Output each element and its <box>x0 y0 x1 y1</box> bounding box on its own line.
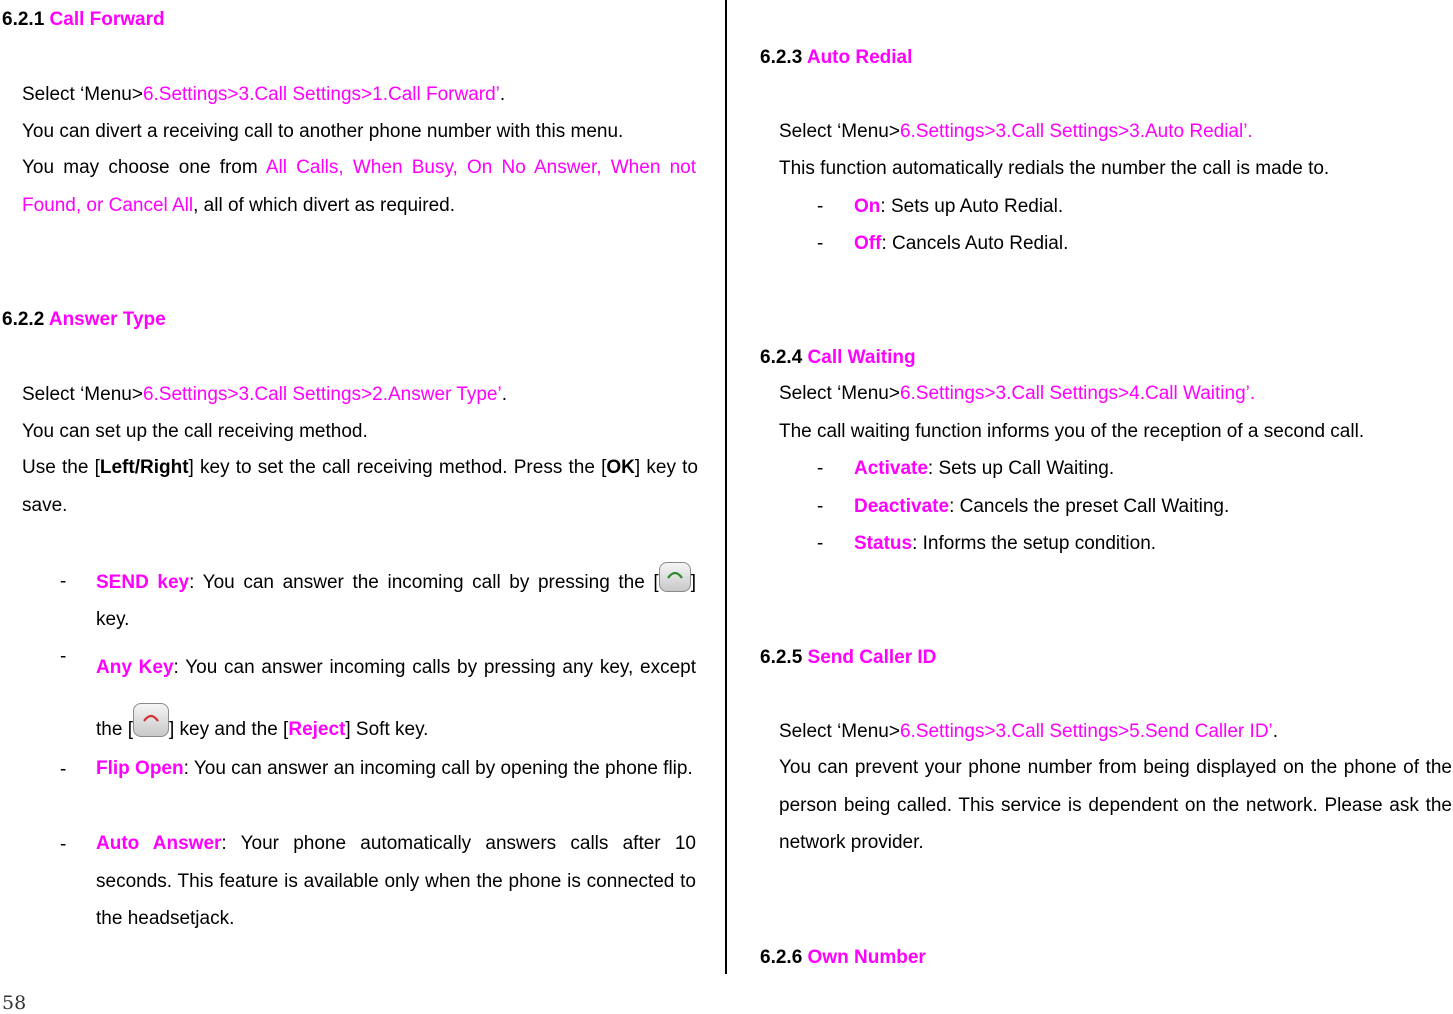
call-forward-menu-path: Select ‘Menu>6.Settings>3.Call Settings>1.Call Forward’. <box>22 84 506 105</box>
bullet-dash: - <box>817 196 824 217</box>
section-title: Call Forward <box>49 9 165 30</box>
item-activate: Activate: Sets up Call Waiting. <box>854 458 1115 479</box>
menu-path: 6.Settings>3.Call Settings>5.Send Caller ID’ <box>899 721 1273 742</box>
menu-path: 6.Settings>3.Call Settings>2.Answer Type’ <box>142 384 502 405</box>
bullet-dash: - <box>60 646 67 667</box>
bullet-dash: - <box>60 759 67 780</box>
call-waiting-menu-path: Select ‘Menu>6.Settings>3.Call Settings>4.Call Waiting’. <box>779 383 1256 404</box>
item-label: Deactivate <box>854 496 950 517</box>
item-label: Flip Open <box>96 758 184 779</box>
auto-redial-desc: This function automatically redials the number the call is made to. <box>779 158 1330 179</box>
section-title: Own Number <box>807 947 926 968</box>
section-title: Call Waiting <box>807 347 916 368</box>
item-label: Status <box>854 533 913 554</box>
item-send-key: SEND key: You can answer the incoming call by pressing the [ ] key. <box>96 562 696 638</box>
reject-key: Reject <box>288 719 346 740</box>
item-off: Off: Cancels Auto Redial. <box>854 233 1069 254</box>
section-number: 6.2.3 <box>760 47 803 68</box>
item-label: On <box>854 196 881 217</box>
answer-type-desc-2: Use the [Left/Right] key to set the call receiving method. Press the [OK] key to save. <box>22 457 698 516</box>
answer-type-desc-1: You can set up the call receiving method. <box>22 421 368 442</box>
column-divider <box>725 0 727 974</box>
heading-call-waiting <box>760 347 916 369</box>
send-key-icon <box>659 562 691 592</box>
item-flip-open: Flip Open: You can answer an incoming call by opening the phone flip. <box>96 758 693 779</box>
bullet-dash: - <box>817 458 824 479</box>
menu-path: 6.Settings>3.Call Settings>4.Call Waiting’. <box>899 383 1256 404</box>
call-waiting-desc: The call waiting function informs you of the reception of a second call. <box>779 421 1365 442</box>
item-auto-answer: Auto Answer: Your phone automatically answers calls after 10 seconds. This feature is available only when the phone is connected to the headsetjack. <box>96 833 696 929</box>
section-title: Answer Type <box>48 309 166 330</box>
section-number: 6.2.5 <box>760 647 803 668</box>
item-label: Auto Answer <box>96 833 222 854</box>
item-label: Activate <box>854 458 928 479</box>
bullet-dash: - <box>817 233 824 254</box>
item-label: SEND key <box>96 572 190 593</box>
heading-call-forward <box>2 9 165 31</box>
end-key-icon <box>133 703 169 737</box>
bullet-dash: - <box>60 834 67 855</box>
item-on: On: Sets up Auto Redial. <box>854 196 1064 217</box>
heading-own-number <box>760 947 926 969</box>
item-deactivate: Deactivate: Cancels the preset Call Waiting. <box>854 496 1230 517</box>
call-forward-desc-2: You may choose one from All Calls, When Busy, On No Answer, When not Found, or Cancel All, all of which divert as required. <box>22 157 696 216</box>
item-status: Status: Informs the setup condition. <box>854 533 1157 554</box>
bullet-dash: - <box>817 533 824 554</box>
heading-auto-redial <box>760 47 912 69</box>
auto-redial-menu-path: Select ‘Menu>6.Settings>3.Call Settings>3.Auto Redial’. <box>779 121 1253 142</box>
answer-type-menu-path: Select ‘Menu>6.Settings>3.Call Settings>2.Answer Type’. <box>22 384 507 405</box>
section-number: 6.2.2 <box>2 309 45 330</box>
ok-key: OK <box>606 457 635 478</box>
page-number: 58 <box>2 992 27 1014</box>
section-number: 6.2.4 <box>760 347 803 368</box>
section-number: 6.2.6 <box>760 947 803 968</box>
send-caller-id-desc: You can prevent your phone number from being displayed on the phone of the person being called. This service is dependent on the network. Please ask the network provider. <box>779 757 1452 853</box>
section-number: 6.2.1 <box>2 9 45 30</box>
item-label: Any Key <box>96 657 174 678</box>
item-any-key: Any Key: You can answer incoming calls by pressing any key, except the [ ] key and the [Reject] Soft key. <box>96 657 696 740</box>
heading-answer-type <box>2 309 166 331</box>
menu-path: 6.Settings>3.Call Settings>3.Auto Redial’. <box>899 121 1253 142</box>
forward-options: All Calls, When Busy, On No Answer, When not Found, or Cancel All <box>22 157 696 216</box>
left-right-key: Left/Right <box>99 457 189 478</box>
bullet-dash: - <box>817 496 824 517</box>
bullet-dash: - <box>60 571 67 592</box>
heading-send-caller-id <box>760 647 936 669</box>
send-caller-id-menu-path: Select ‘Menu>6.Settings>3.Call Settings>5.Send Caller ID’. <box>779 721 1279 742</box>
item-label: Off <box>854 233 882 254</box>
call-forward-desc-1: You can divert a receiving call to another phone number with this menu. <box>22 121 624 142</box>
section-title: Auto Redial <box>806 47 913 68</box>
menu-path: 6.Settings>3.Call Settings>1.Call Forward’ <box>142 84 500 105</box>
section-title: Send Caller ID <box>807 647 937 668</box>
